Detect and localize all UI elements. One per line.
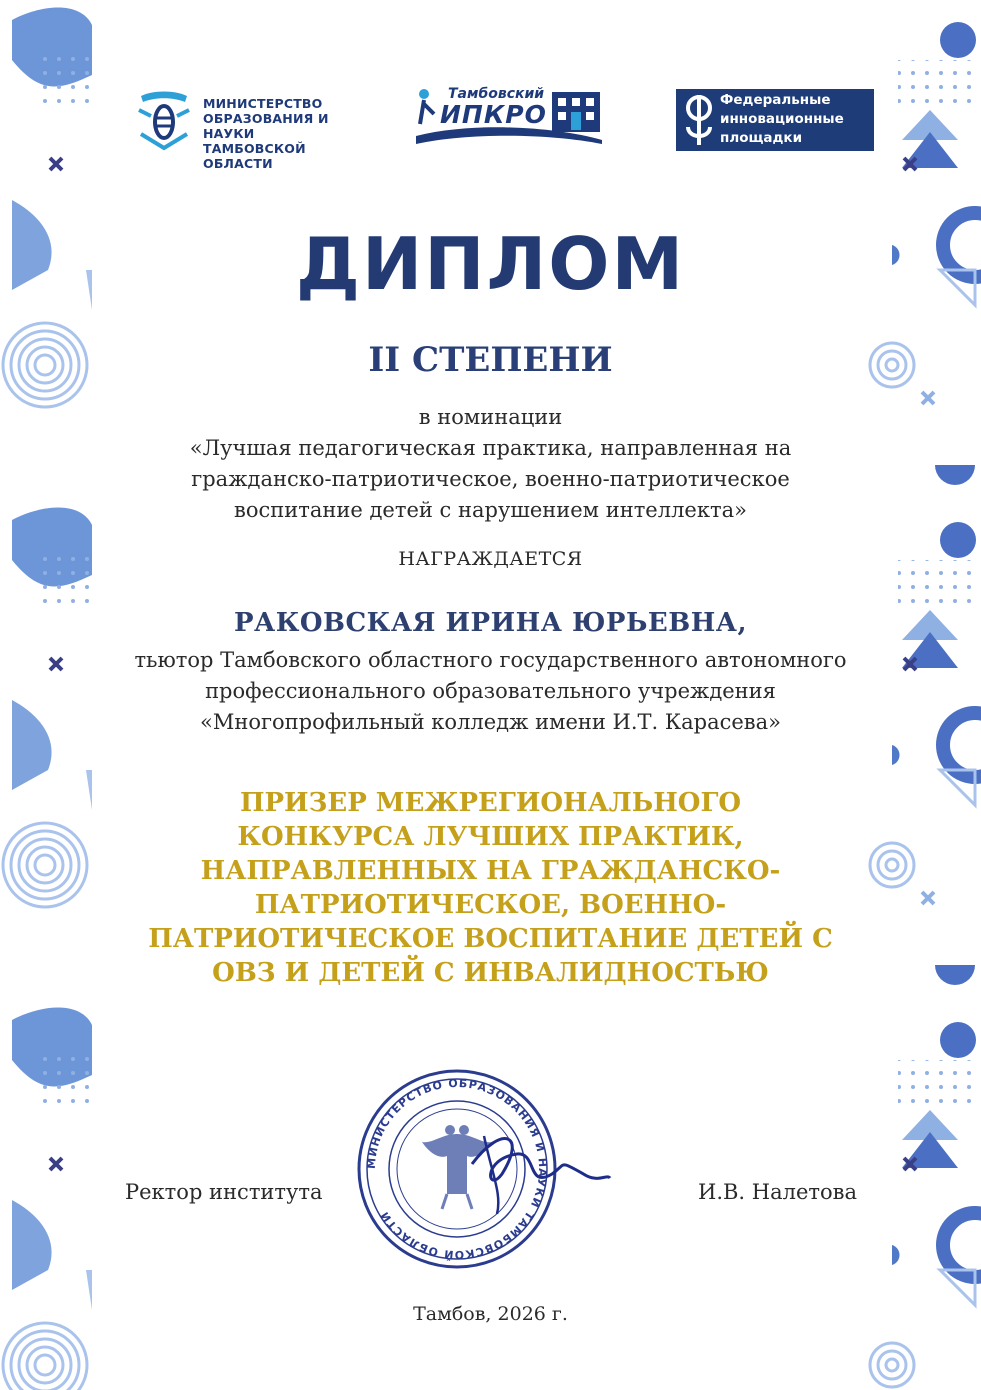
prize-line-5: ПАТРИОТИЧЕСКОЕ ВОСПИТАНИЕ ДЕТЕЙ С (148, 924, 833, 954)
nomination-block (0, 402, 981, 526)
ministry-line-1: МИНИСТЕРСТВО (203, 96, 323, 111)
signer-name: И.В. Налетова (698, 1180, 857, 1204)
fip-logo (676, 89, 874, 151)
eagle-emblem-icon (422, 1125, 492, 1209)
fip-line-3: площадки (720, 130, 803, 146)
ministry-emblem-icon (135, 88, 193, 154)
nomination-line-3: воспитание детей с нарушением интеллекта» (234, 498, 747, 522)
ministry-logo (135, 88, 375, 171)
stamp-text: МИНИСТЕРСТВО ОБРАЗОВАНИЯ И НАУКИ ТАМБОВСКОЙ ОБЛАСТИ (364, 1076, 550, 1262)
diploma-degree: II СТЕПЕНИ (368, 340, 613, 380)
recipient-line-3: «Многопрофильный колледж имени И.Т. Карасева» (200, 710, 781, 734)
official-stamp (352, 1064, 612, 1274)
nomination-line-1: «Лучшая педагогическая практика, направленная на (189, 436, 792, 460)
ipkro-main-label: ИПКРО (440, 100, 547, 129)
nomination-intro: в номинации (418, 405, 563, 429)
recipient-name: РАКОВСКАЯ ИРИНА ЮРЬЕВНА, (233, 608, 748, 638)
fip-line-2: инновационные (720, 111, 844, 127)
ipkro-top-label: Тамбовский (448, 86, 545, 102)
prize-line-3: НАПРАВЛЕННЫХ НА ГРАЖДАНСКО- (200, 856, 781, 886)
place-year: Тамбов, 2026 г. (413, 1303, 568, 1325)
nomination-line-2: гражданско-патриотическое, военно-патриотическое (191, 467, 790, 491)
awarded-label: НАГРАЖДАЕТСЯ (398, 548, 583, 570)
fip-line-1: Федеральные (720, 92, 831, 108)
fip-emblem-icon (682, 93, 718, 147)
recipient-line-1: тьютор Тамбовского областного государственного автономного (134, 648, 847, 672)
prize-line-1: ПРИЗЕР МЕЖРЕГИОНАЛЬНОГО (239, 788, 742, 818)
recipient-line-2: профессионального образовательного учреждения (205, 679, 776, 703)
prize-block (0, 786, 981, 990)
signer-position: Ректор института (125, 1180, 323, 1204)
prize-line-2: КОНКУРСА ЛУЧШИХ ПРАКТИК, (237, 822, 744, 852)
prize-line-4: ПАТРИОТИЧЕСКОЕ, ВОЕННО- (254, 890, 727, 920)
prize-line-6: ОВЗ И ДЕТЕЙ С ИНВАЛИДНОСТЬЮ (212, 958, 769, 988)
ipkro-logo (412, 84, 607, 150)
ministry-line-3: ТАМБОВСКОЙ ОБЛАСТИ (203, 141, 306, 171)
ministry-line-2: ОБРАЗОВАНИЯ И НАУКИ (203, 111, 329, 141)
recipient-details (0, 645, 981, 738)
diploma-title: ДИПЛОМ (295, 222, 686, 306)
